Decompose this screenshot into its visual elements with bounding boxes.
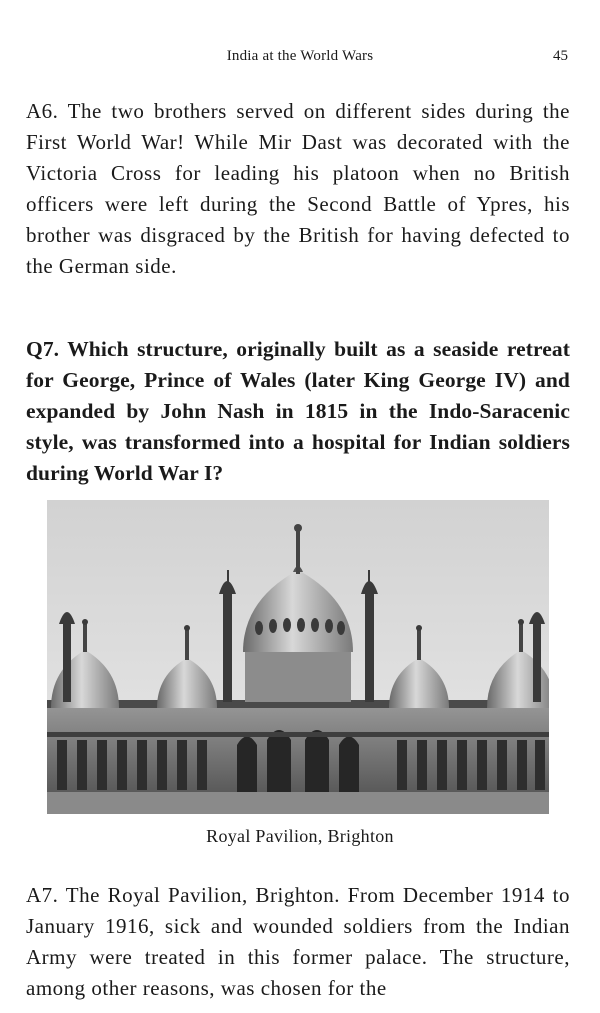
royal-pavilion-photo [47, 500, 549, 814]
question-q7: Q7. Which structure, originally built as a seaside retreat for George, Prince of Wales (later King George IV) and expanded by John Nash in 1815 in the Indo-Saracenic style, was transformed into a hospital for Indian soldiers during World War I? [26, 337, 570, 485]
page-header [0, 48, 600, 70]
running-title: India at the World Wars [226, 48, 374, 64]
figure-caption: Royal Pavilion, Brighton [206, 826, 394, 846]
answer-a6: A6. The two brothers served on different sides during the First World War! While Mir Dast was decorated with the Victoria Cross for leading his platoon when no British officers were left during the Second Battle of Ypres, his brother was disgraced by the British for having defected to the German side. [26, 99, 570, 278]
answer-a7: A7. The Royal Pavilion, Brighton. From December 1914 to January 1916, sick and wounded soldiers from the Indian Army were treated in this former palace. The structure, among other reasons, was chosen for the [26, 883, 570, 1000]
page-number: 45 [553, 48, 568, 64]
